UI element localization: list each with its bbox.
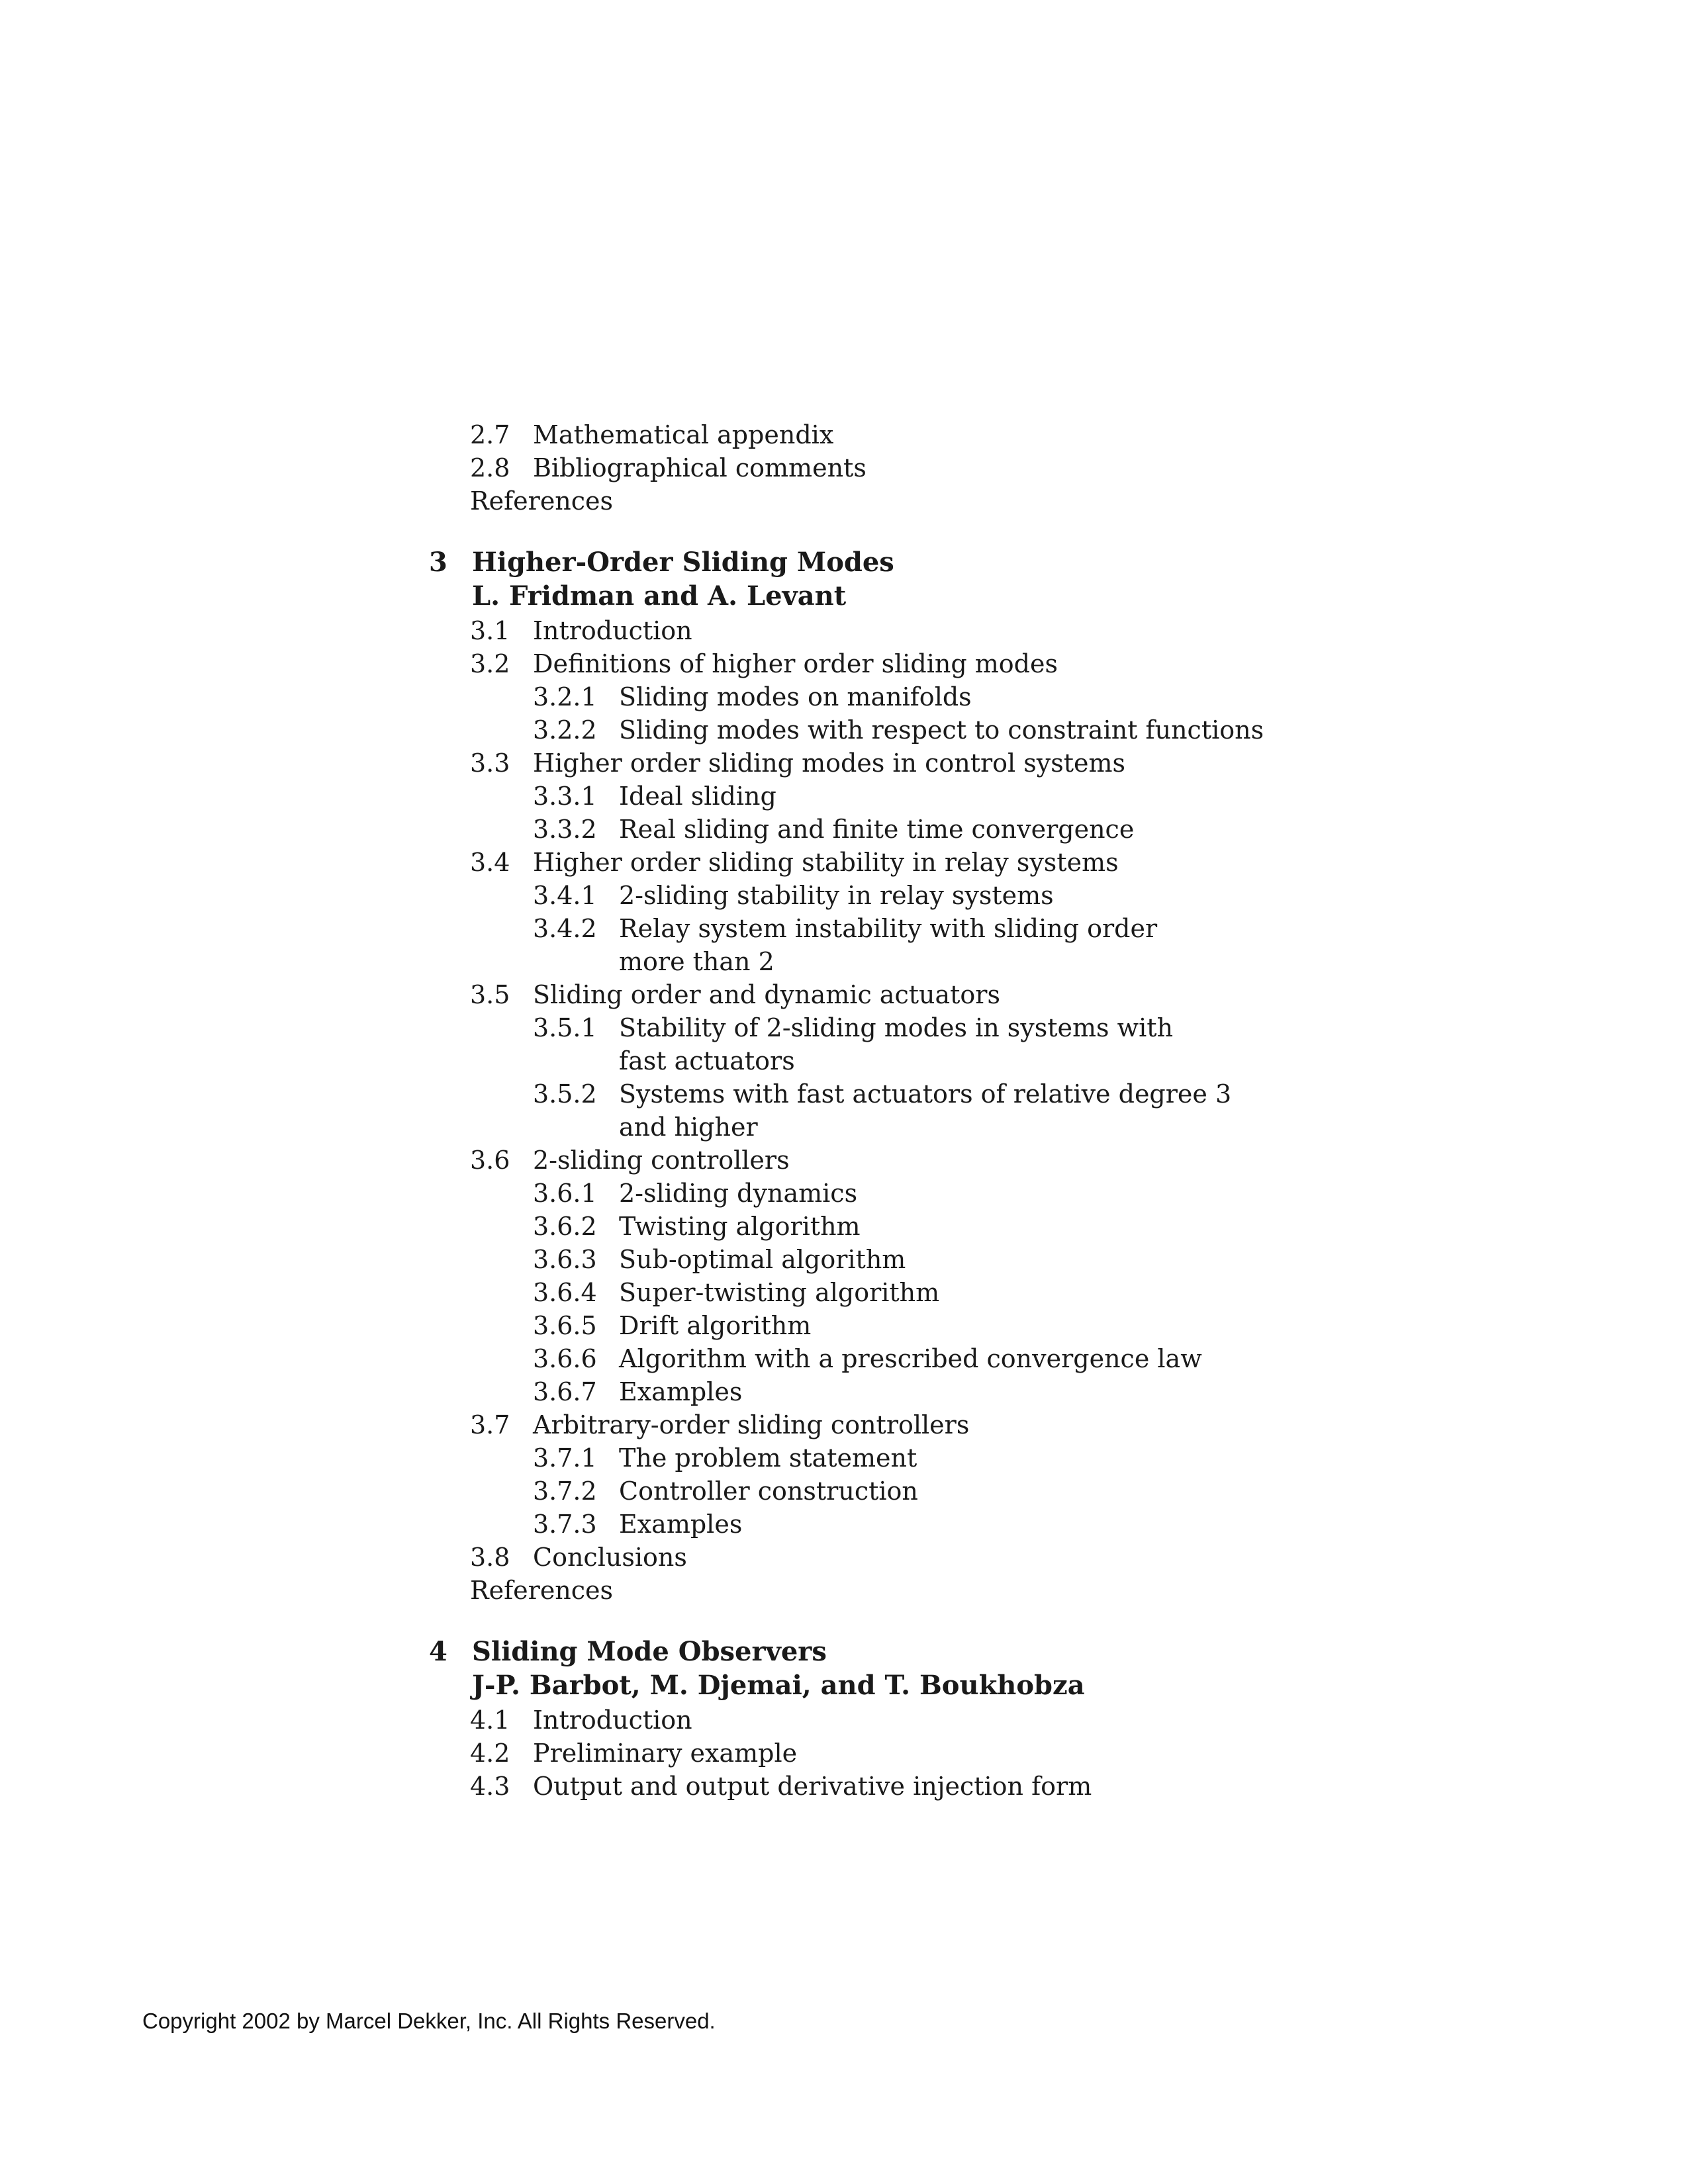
subsection-title: Drift algorithm xyxy=(619,1311,812,1340)
subsection-number: 3.6.2 xyxy=(533,1212,597,1241)
subsection-number: 3.6.6 xyxy=(533,1344,597,1373)
section-title: Higher order sliding modes in control systems xyxy=(533,749,1126,778)
references-label: References xyxy=(470,486,614,516)
chapter-number: 3 xyxy=(429,547,447,578)
subsection-number: 3.7.2 xyxy=(533,1477,597,1506)
subsection-title: The problem statement xyxy=(619,1443,917,1473)
section-title: Output and output derivative injection form xyxy=(533,1772,1092,1801)
section-number: 2.7 xyxy=(470,420,510,449)
subsection-title: Sliding modes with respect to constraint functions xyxy=(619,715,1264,745)
section-number: 3.6 xyxy=(470,1146,510,1175)
section-title: Preliminary example xyxy=(533,1739,798,1768)
subsection-number: 3.3.2 xyxy=(533,815,597,844)
subsection-number: 3.7.1 xyxy=(533,1443,597,1473)
section-title: Conclusions xyxy=(533,1543,687,1572)
section-title: Introduction xyxy=(533,616,692,645)
subsection-title: 2-sliding stability in relay systems xyxy=(619,881,1054,910)
chapter-authors: L. Fridman and A. Levant xyxy=(472,580,847,612)
chapter-authors: J-P. Barbot, M. Djemai, and T. Boukhobza xyxy=(472,1670,1085,1701)
subsection-number: 3.6.7 xyxy=(533,1377,597,1406)
section-title: Higher order sliding stability in relay systems xyxy=(533,848,1119,877)
subsection-number: 3.6.1 xyxy=(533,1179,597,1208)
subsection-number: 3.5.1 xyxy=(533,1013,597,1042)
subsection-number: 3.7.3 xyxy=(533,1510,597,1539)
subsection-title: Controller construction xyxy=(619,1477,918,1506)
chapter-title: Higher-Order Sliding Modes xyxy=(472,547,894,578)
toc-entry-continuation: fast actuators xyxy=(619,1046,795,1075)
section-number: 3.5 xyxy=(470,980,510,1009)
references-label: References xyxy=(470,1576,614,1605)
subsection-number: 3.5.2 xyxy=(533,1079,597,1109)
subsection-title: Stability of 2-sliding modes in systems with xyxy=(619,1013,1174,1042)
toc-entry-continuation: and higher xyxy=(619,1113,758,1142)
subsection-number: 3.3.1 xyxy=(533,782,597,811)
section-title: Sliding order and dynamic actuators xyxy=(533,980,1000,1009)
section-number: 3.8 xyxy=(470,1543,510,1572)
subsection-title: Real sliding and finite time convergence xyxy=(619,815,1135,844)
chapter-title: Sliding Mode Observers xyxy=(472,1636,827,1667)
copyright-footer: Copyright 2002 by Marcel Dekker, Inc. All Rights Reserved. xyxy=(142,2009,716,2033)
subsection-number: 3.4.2 xyxy=(533,914,597,943)
section-title: Definitions of higher order sliding modes xyxy=(533,649,1058,678)
section-number: 3.1 xyxy=(470,616,510,645)
subsection-title: Sub-optimal algorithm xyxy=(619,1245,906,1274)
subsection-number: 3.6.4 xyxy=(533,1278,597,1307)
subsection-number: 3.2.1 xyxy=(533,682,597,711)
subsection-title: Super-twisting algorithm xyxy=(619,1278,940,1307)
subsection-title: Examples xyxy=(619,1510,743,1539)
section-number: 3.7 xyxy=(470,1410,510,1439)
chapter-number: 4 xyxy=(429,1636,447,1667)
subsection-title: Systems with fast actuators of relative degree 3 xyxy=(619,1079,1232,1109)
subsection-number: 3.6.3 xyxy=(533,1245,597,1274)
section-number: 3.4 xyxy=(470,848,510,877)
section-number: 4.2 xyxy=(470,1739,510,1768)
section-title: Mathematical appendix xyxy=(533,420,834,449)
toc-entry xyxy=(470,484,613,518)
subsection-title: Relay system instability with sliding order xyxy=(619,914,1158,943)
toc-entry xyxy=(470,1574,613,1607)
subsection-title: Algorithm with a prescribed convergence law xyxy=(619,1344,1202,1373)
section-number: 4.1 xyxy=(470,1706,510,1735)
subsection-title: 2-sliding dynamics xyxy=(619,1179,858,1208)
subsection-number: 3.6.5 xyxy=(533,1311,597,1340)
section-title: 2-sliding controllers xyxy=(533,1146,790,1175)
subsection-title: Twisting algorithm xyxy=(619,1212,861,1241)
subsection-number: 3.4.1 xyxy=(533,881,597,910)
toc-entry-continuation: more than 2 xyxy=(619,947,774,976)
subsection-title: Examples xyxy=(619,1377,743,1406)
section-number: 3.3 xyxy=(470,749,510,778)
section-number: 3.2 xyxy=(470,649,510,678)
subsection-title: Sliding modes on manifolds xyxy=(619,682,972,711)
section-number: 4.3 xyxy=(470,1772,510,1801)
subsection-title: Ideal sliding xyxy=(619,782,776,811)
section-title: Introduction xyxy=(533,1706,692,1735)
section-title: Bibliographical comments xyxy=(533,453,867,482)
section-title: Arbitrary-order sliding controllers xyxy=(533,1410,970,1439)
section-number: 2.8 xyxy=(470,453,510,482)
subsection-number: 3.2.2 xyxy=(533,715,597,745)
